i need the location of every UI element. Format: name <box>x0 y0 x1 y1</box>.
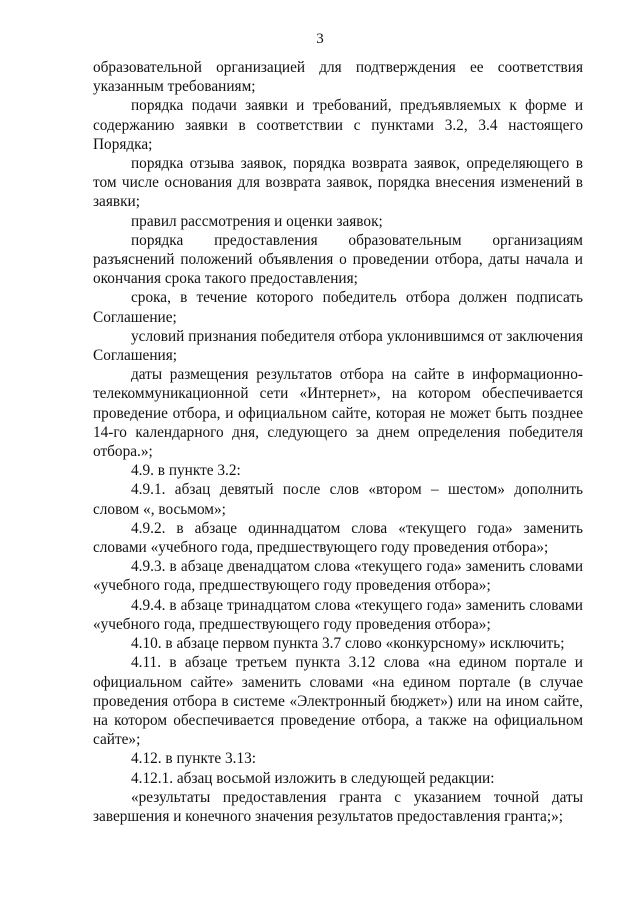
document-body <box>93 58 583 826</box>
paragraph: правил рассмотрения и оценки заявок; <box>131 212 383 230</box>
paragraph: порядка предоставления образовательным организациям разъяснений положений объявления о проведении отбора, даты начала и окончания срока такого предоставления; <box>93 231 583 288</box>
paragraph: порядка подачи заявки и требований, предъявляемых к форме и содержанию заявки в соответствии с пунктами 3.2, 3.4 настоящего Порядка; <box>93 97 583 153</box>
paragraph: 4.9.1. абзац девятый после слов «втором – шестом» дополнить словом «, восьмом»; <box>93 481 583 518</box>
paragraph: 4.11. в абзаце третьем пункта 3.12 слова «на едином портале и официальном сайте» заменить словами «на едином портале (в случае проведения отбора в системе «Электронный бюджет») или на ином сайте, на котором обеспечивается проведение отбора, а также на официальном сайте»; <box>93 654 583 749</box>
paragraph: образовательной организацией для подтверждения ее соответствия указанным требованиям; <box>93 59 583 96</box>
paragraph: 4.12. в пункте 3.13: <box>131 750 257 768</box>
paragraph: 4.9. в пункте 3.2: <box>131 462 241 480</box>
paragraph: 4.9.3. в абзаце двенадцатом слова «текущего года» заменить словами «учебного года, предшествующего году проведения отбора»; <box>93 558 583 595</box>
paragraph: 4.10. в абзаце первом пункта 3.7 слово «конкурсному» исключить; <box>131 635 565 653</box>
paragraph: даты размещения результатов отбора на сайте в информационно-телекоммуникационной сети «Интернет», на котором обеспечивается проведение отбора, и официальном сайте, которая не может быть позднее 14-го календарного дня, следующего за днем определения победителя отбора.»; <box>93 366 583 461</box>
page-number: 3 <box>316 31 324 47</box>
paragraph: условий признания победителя отбора уклонившимся от заключения Соглашения; <box>93 327 583 365</box>
paragraph: срока, в течение которого победитель отбора должен подписать Соглашение; <box>93 289 583 326</box>
paragraph: 4.9.2. в абзаце одиннадцатом слова «текущего года» заменить словами «учебного года, предшествующего году проведения отбора»; <box>93 519 583 557</box>
paragraph: порядка отзыва заявок, порядка возврата заявок, определяющего в том числе основания для возврата заявок, порядка внесения изменений в заявки; <box>93 155 583 211</box>
paragraph: 4.12.1. абзац восьмой изложить в следующей редакции: <box>131 769 495 787</box>
paragraph: 4.9.4. в абзаце тринадцатом слова «текущего года» заменить словами «учебного года, предшествующего году проведения отбора»; <box>93 596 583 633</box>
paragraph: «результаты предоставления гранта с указанием точной даты завершения и конечного значения результатов предоставления гранта;»; <box>93 788 583 825</box>
